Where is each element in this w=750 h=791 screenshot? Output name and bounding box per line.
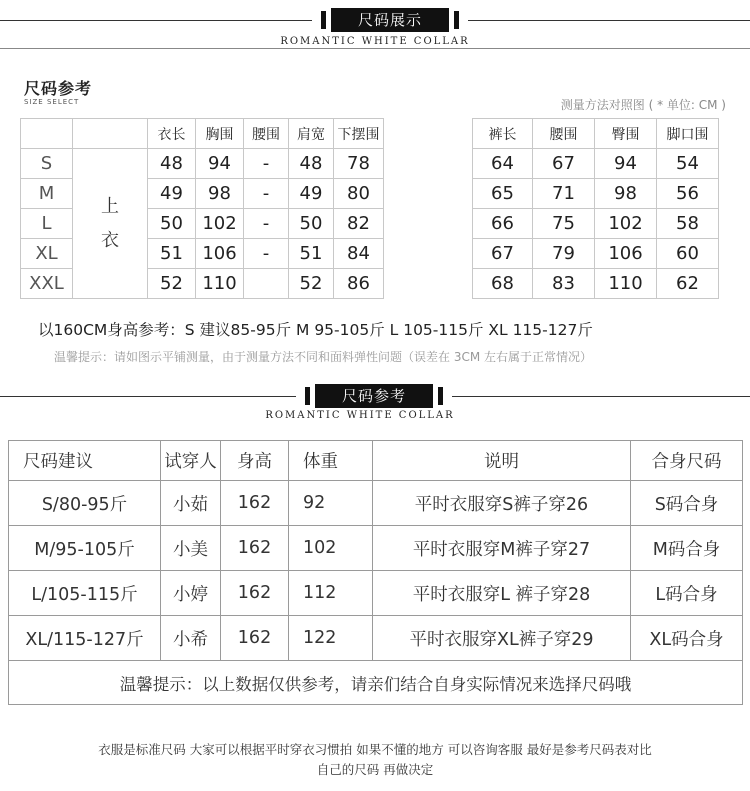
height-cell: 162 bbox=[221, 571, 289, 616]
description-cell: 平时衣服穿XL裤子穿29 bbox=[373, 616, 631, 661]
value-cell: 98 bbox=[196, 179, 244, 209]
weight-cell: 102 bbox=[289, 526, 373, 571]
header-cell: 试穿人 bbox=[161, 441, 221, 481]
value-cell: 98 bbox=[595, 179, 657, 209]
category-cell bbox=[73, 149, 148, 299]
value-cell: 79 bbox=[533, 239, 595, 269]
size-cell: S bbox=[21, 149, 73, 179]
value-cell: 80 bbox=[334, 179, 384, 209]
size-cell: M bbox=[21, 179, 73, 209]
banner-tag: 尺码参考 bbox=[315, 384, 433, 408]
value-cell bbox=[244, 269, 289, 299]
value-cell: 94 bbox=[196, 149, 244, 179]
fit-header-row bbox=[9, 441, 743, 481]
category-label: 上衣 bbox=[101, 195, 119, 251]
value-cell: 65 bbox=[473, 179, 533, 209]
fit-size-cell: M码合身 bbox=[631, 526, 743, 571]
fit-row bbox=[9, 571, 743, 616]
header-cell: 裤长 bbox=[473, 119, 533, 149]
header-cell: 腰围 bbox=[533, 119, 595, 149]
value-cell: - bbox=[244, 209, 289, 239]
value-cell: 75 bbox=[533, 209, 595, 239]
value-cell: 67 bbox=[533, 149, 595, 179]
tester-cell: 小美 bbox=[161, 526, 221, 571]
banner-subtitle: ROMANTIC WHITE COLLAR bbox=[265, 410, 455, 421]
description-cell: 平时衣服穿M裤子穿27 bbox=[373, 526, 631, 571]
tester-cell: 小婷 bbox=[161, 571, 221, 616]
size-row bbox=[473, 149, 719, 179]
fit-size-cell: XL码合身 bbox=[631, 616, 743, 661]
size-suggestion-cell: L/105-115斤 bbox=[9, 571, 161, 616]
header-cell: 下摆围 bbox=[334, 119, 384, 149]
value-cell: 110 bbox=[196, 269, 244, 299]
value-cell: 78 bbox=[334, 149, 384, 179]
header-cell: 胸围 bbox=[196, 119, 244, 149]
reference-subtitle: SIZE SELECT bbox=[24, 98, 80, 106]
value-cell: 64 bbox=[473, 149, 533, 179]
category-header-cell bbox=[73, 119, 148, 149]
value-cell: - bbox=[244, 149, 289, 179]
banner-subtitle: ROMANTIC WHITE COLLAR bbox=[280, 36, 470, 47]
value-cell: - bbox=[244, 179, 289, 209]
footer-note bbox=[0, 740, 750, 780]
fit-row bbox=[9, 616, 743, 661]
value-cell: 66 bbox=[473, 209, 533, 239]
banner-line-left bbox=[0, 396, 296, 397]
value-cell: 49 bbox=[148, 179, 196, 209]
header-cell: 体重 bbox=[289, 441, 373, 481]
tops-measure-table bbox=[20, 118, 384, 299]
fit-note-cell: 温馨提示：以上数据仅供参考，请亲们结合自身实际情况来选择尺码哦 bbox=[9, 661, 743, 705]
size-cell: XL bbox=[21, 239, 73, 269]
size-suggestion-cell: S/80-95斤 bbox=[9, 481, 161, 526]
value-cell: 67 bbox=[473, 239, 533, 269]
header-cell: 腰围 bbox=[244, 119, 289, 149]
reference-title: 尺码参考 bbox=[24, 79, 93, 98]
value-cell: 52 bbox=[148, 269, 196, 299]
bottoms-measure-table bbox=[472, 118, 719, 299]
value-cell: 102 bbox=[595, 209, 657, 239]
measure-note: 测量方法对照图 ( * 单位: CM ) bbox=[560, 98, 726, 112]
size-row bbox=[473, 239, 719, 269]
value-cell: 86 bbox=[334, 269, 384, 299]
value-cell: 54 bbox=[657, 149, 719, 179]
size-row bbox=[21, 149, 384, 179]
value-cell: 82 bbox=[334, 209, 384, 239]
header-cell: 臀围 bbox=[595, 119, 657, 149]
banner-line-right bbox=[468, 20, 750, 21]
fit-size-cell: S码合身 bbox=[631, 481, 743, 526]
size-cell: L bbox=[21, 209, 73, 239]
fit-reference-table bbox=[8, 440, 743, 705]
height-reference-tip: 以160CM身高参考：S 建议85-95斤 M 95-105斤 L 105-115斤 XL 115-127斤 bbox=[38, 321, 593, 339]
measurement-warm-tip: 温馨提示：请如图示平铺测量，由于测量方法不同和面料弹性问题（误差在 3CM 左右属于正常情况） bbox=[54, 350, 592, 364]
header-cell: 说明 bbox=[373, 441, 631, 481]
value-cell: 50 bbox=[289, 209, 334, 239]
fit-note-row bbox=[9, 661, 743, 705]
value-cell: 68 bbox=[473, 269, 533, 299]
banner-line-left bbox=[0, 20, 312, 21]
header-cell: 身高 bbox=[221, 441, 289, 481]
value-cell: 83 bbox=[533, 269, 595, 299]
value-cell: 48 bbox=[148, 149, 196, 179]
height-cell: 162 bbox=[221, 526, 289, 571]
header-cell: 合身尺码 bbox=[631, 441, 743, 481]
value-cell: 62 bbox=[657, 269, 719, 299]
value-cell: 48 bbox=[289, 149, 334, 179]
footer-line: 衣服是标准尺码 大家可以根据平时穿衣习惯拍 如果不懂的地方 可以咨询客服 最好是参考尺码表对比 bbox=[98, 742, 652, 757]
header-cell: 尺码建议 bbox=[9, 441, 161, 481]
value-cell: 56 bbox=[657, 179, 719, 209]
value-cell: 60 bbox=[657, 239, 719, 269]
size-cell: XXL bbox=[21, 269, 73, 299]
value-cell: 71 bbox=[533, 179, 595, 209]
bottoms-header-row bbox=[473, 119, 719, 149]
header-cell: 衣长 bbox=[148, 119, 196, 149]
banner-tag: 尺码展示 bbox=[331, 8, 449, 32]
banner-line-right bbox=[452, 396, 750, 397]
size-suggestion-cell: XL/115-127斤 bbox=[9, 616, 161, 661]
value-cell: 110 bbox=[595, 269, 657, 299]
weight-cell: 122 bbox=[289, 616, 373, 661]
banner-underline bbox=[0, 48, 750, 49]
tops-header-row bbox=[21, 119, 384, 149]
size-suggestion-cell: M/95-105斤 bbox=[9, 526, 161, 571]
value-cell: 94 bbox=[595, 149, 657, 179]
value-cell: 51 bbox=[148, 239, 196, 269]
tester-cell: 小希 bbox=[161, 616, 221, 661]
header-cell: 肩宽 bbox=[289, 119, 334, 149]
weight-cell: 92 bbox=[289, 481, 373, 526]
value-cell: - bbox=[244, 239, 289, 269]
corner-cell bbox=[21, 119, 73, 149]
value-cell: 106 bbox=[196, 239, 244, 269]
description-cell: 平时衣服穿L 裤子穿28 bbox=[373, 571, 631, 616]
tester-cell: 小茹 bbox=[161, 481, 221, 526]
footer-line: 自己的尺码 再做决定 bbox=[316, 762, 434, 777]
fit-size-cell: L码合身 bbox=[631, 571, 743, 616]
height-cell: 162 bbox=[221, 616, 289, 661]
value-cell: 84 bbox=[334, 239, 384, 269]
value-cell: 58 bbox=[657, 209, 719, 239]
size-row bbox=[473, 209, 719, 239]
size-row bbox=[473, 269, 719, 299]
header-cell: 脚口围 bbox=[657, 119, 719, 149]
size-row bbox=[473, 179, 719, 209]
value-cell: 49 bbox=[289, 179, 334, 209]
weight-cell: 112 bbox=[289, 571, 373, 616]
value-cell: 51 bbox=[289, 239, 334, 269]
value-cell: 52 bbox=[289, 269, 334, 299]
value-cell: 50 bbox=[148, 209, 196, 239]
value-cell: 106 bbox=[595, 239, 657, 269]
height-cell: 162 bbox=[221, 481, 289, 526]
fit-row bbox=[9, 481, 743, 526]
fit-row bbox=[9, 526, 743, 571]
value-cell: 102 bbox=[196, 209, 244, 239]
description-cell: 平时衣服穿S裤子穿26 bbox=[373, 481, 631, 526]
